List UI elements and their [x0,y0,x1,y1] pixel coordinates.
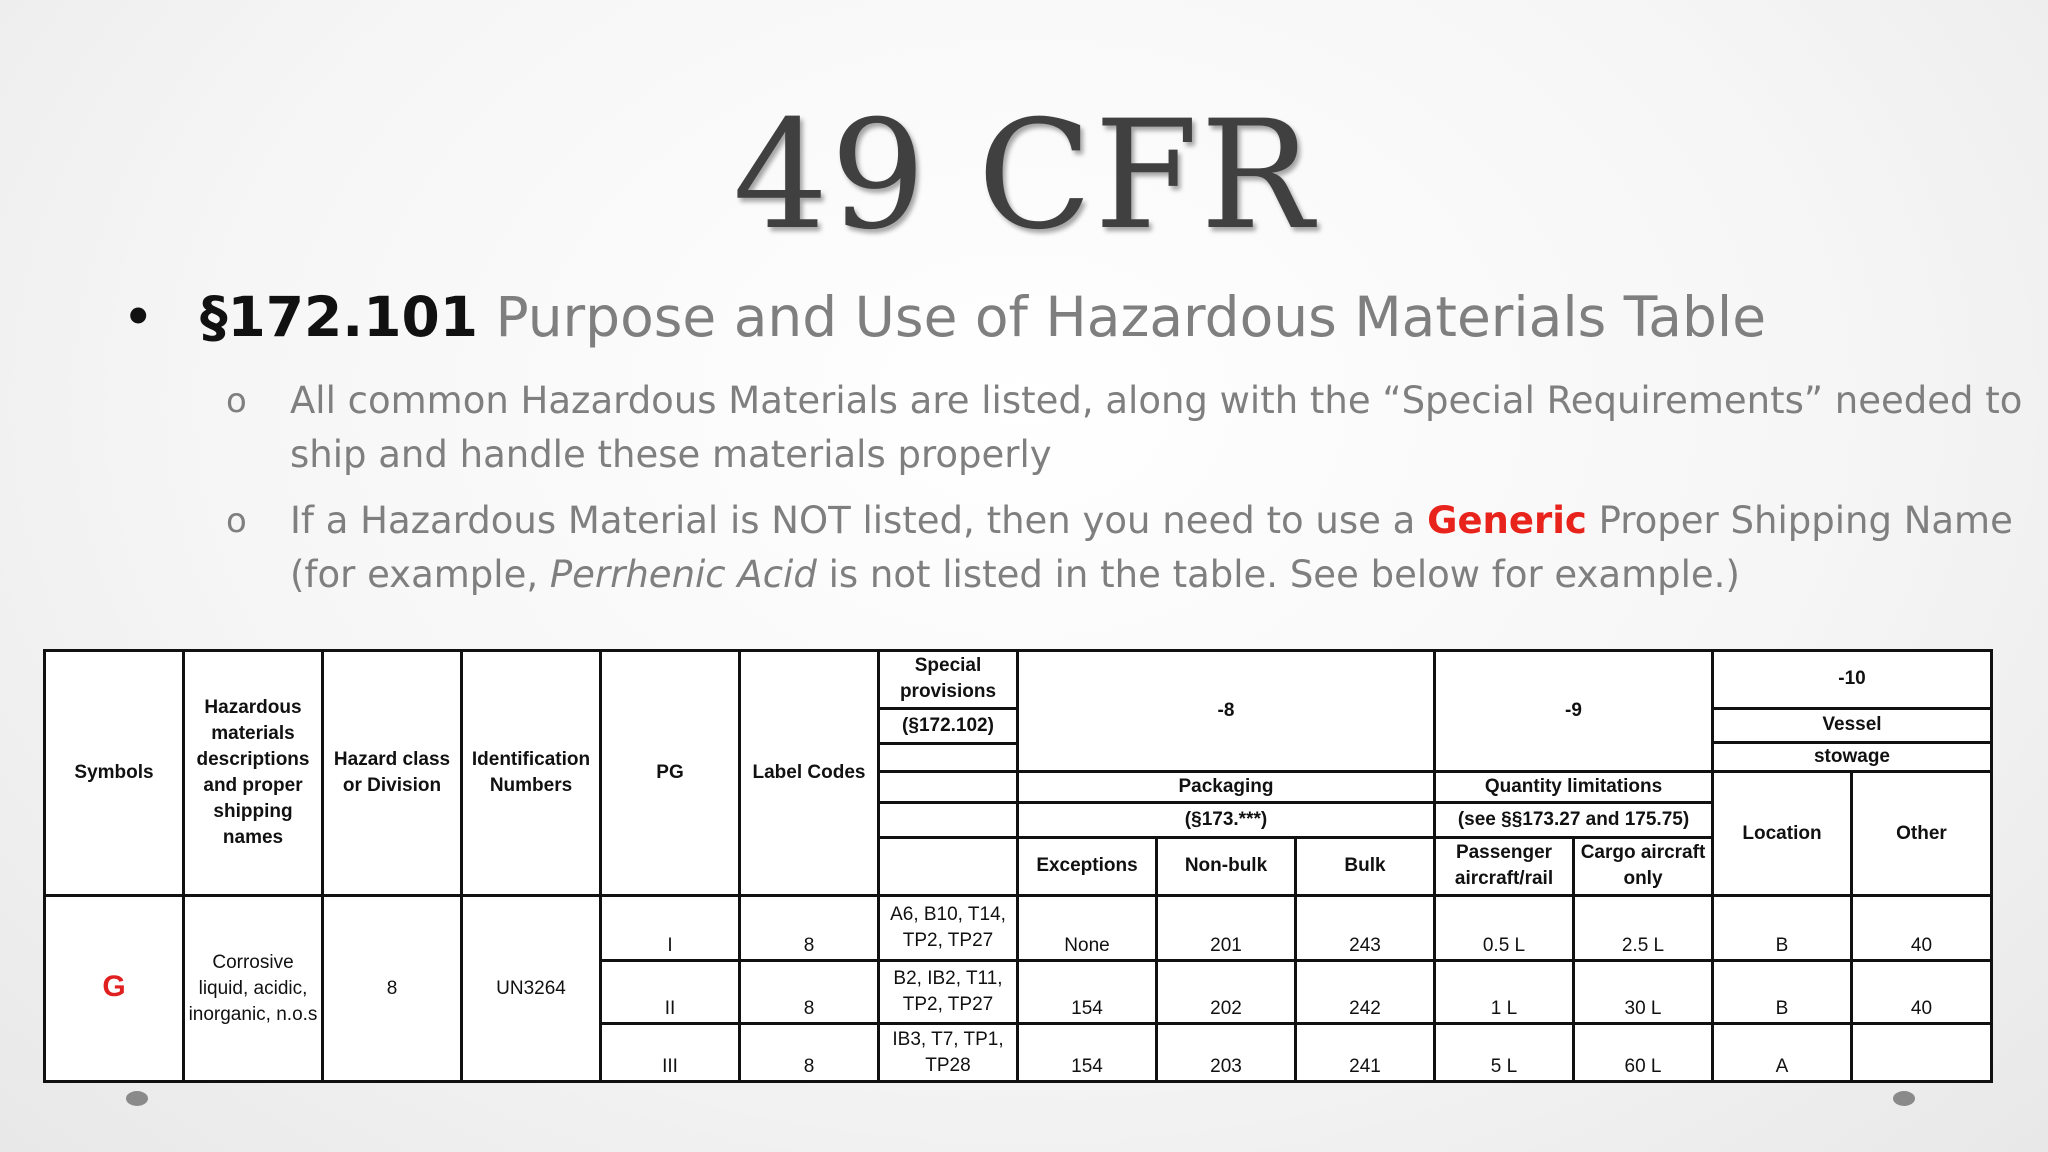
cargo-cell: 2.5 L [1574,896,1713,961]
description-cell: Corrosive liquid, acidic, inorganic, n.o.s [184,896,323,1082]
exceptions-cell: None [1018,896,1157,961]
header-bulk: Bulk [1296,837,1435,896]
table-row [45,896,1992,961]
header-stowage: stowage [1713,742,1992,771]
header-quantity-limitations: Quantity limitations [1435,772,1713,803]
passenger-cell: 1 L [1435,960,1574,1024]
header-blank-cell [879,743,1018,771]
section-number: §172.101 [200,285,479,349]
header-special-provisions: Special provisions [879,651,1018,709]
non-bulk-cell: 202 [1157,960,1296,1024]
non-bulk-cell: 203 [1157,1024,1296,1082]
hazard-class-cell: 8 [323,896,462,1082]
sub-bullet-text [290,494,2030,602]
header-label-codes: Label Codes [740,651,879,896]
sub-bullet-text-part: is not listed in the table. See below for example.) [816,553,1740,596]
slide-nav-dot [126,1091,148,1106]
other-cell [1852,1024,1992,1082]
main-bullet-text [200,282,1766,352]
sub-bullet-text-part: If a Hazardous Material is NOT listed, then you need to use a [290,499,1428,542]
other-cell: 40 [1852,960,1992,1024]
header-col-10: -10 [1713,651,1992,709]
passenger-cell: 0.5 L [1435,896,1574,961]
header-cargo: Cargo aircraft only [1574,837,1713,896]
header-other: Other [1852,772,1992,896]
pg-cell: II [601,960,740,1024]
header-blank-cell [879,837,1018,896]
symbol-g: G [102,969,126,1003]
example-material: Perrhenic Acid [549,553,817,596]
header-quantity-ref: (see §§173.27 and 175.75) [1435,803,1713,837]
passenger-cell: 5 L [1435,1024,1574,1082]
header-location: Location [1713,772,1852,896]
hazmat-table [43,649,1993,1083]
header-col-9: -9 [1435,651,1713,772]
location-cell: A [1713,1024,1852,1082]
other-cell: 40 [1852,896,1992,961]
label-cell: 8 [740,1024,879,1082]
header-col-8: -8 [1018,651,1435,772]
header-packaging-ref: (§173.***) [1018,803,1435,837]
symbol-cell [45,896,184,1082]
header-identification-numbers: Identification Numbers [462,651,601,896]
header-descriptions: Hazardous materials descriptions and proper shipping names [184,651,323,896]
special-cell: IB3, T7, TP1, TP28 [879,1024,1018,1082]
header-passenger: Passenger aircraft/rail [1435,837,1574,896]
label-cell: 8 [740,896,879,961]
bulk-cell: 241 [1296,1024,1435,1082]
label-cell: 8 [740,960,879,1024]
header-blank-cell [879,803,1018,837]
bulk-cell: 243 [1296,896,1435,961]
non-bulk-cell: 201 [1157,896,1296,961]
sub-bullet-text-part: Proper Shipping Name (for example, [290,499,2013,596]
header-non-bulk: Non-bulk [1157,837,1296,896]
sub-bullet-marker: o [226,381,247,421]
section-title: Purpose and Use of Hazardous Materials Table [478,285,1767,349]
pg-cell: I [601,896,740,961]
cargo-cell: 60 L [1574,1024,1713,1082]
header-pg: PG [601,651,740,896]
header-hazard-class: Hazard class or Division [323,651,462,896]
pg-cell: III [601,1024,740,1082]
sub-bullet-marker: o [226,501,247,541]
slide-title: 49 CFR [732,89,1316,263]
special-cell: B2, IB2, T11, TP2, TP27 [879,960,1018,1024]
cargo-cell: 30 L [1574,960,1713,1024]
bulk-cell: 242 [1296,960,1435,1024]
id-number-cell: UN3264 [462,896,601,1082]
slide-nav-dot [1893,1091,1915,1106]
special-cell: A6, B10, T14, TP2, TP27 [879,896,1018,961]
header-packaging: Packaging [1018,772,1435,803]
location-cell: B [1713,896,1852,961]
location-cell: B [1713,960,1852,1024]
header-blank-cell [879,772,1018,803]
exceptions-cell: 154 [1018,960,1157,1024]
header-exceptions: Exceptions [1018,837,1157,896]
header-special-ref: (§172.102) [879,708,1018,743]
exceptions-cell: 154 [1018,1024,1157,1082]
header-symbols: Symbols [45,651,184,896]
sub-bullet-text: All common Hazardous Materials are listed, along with the “Special Requirements” needed to ship and handle these materials properly [290,379,2023,476]
bullet-marker: • [122,285,155,349]
header-vessel: Vessel [1713,708,1992,742]
generic-highlight: Generic [1427,499,1587,542]
